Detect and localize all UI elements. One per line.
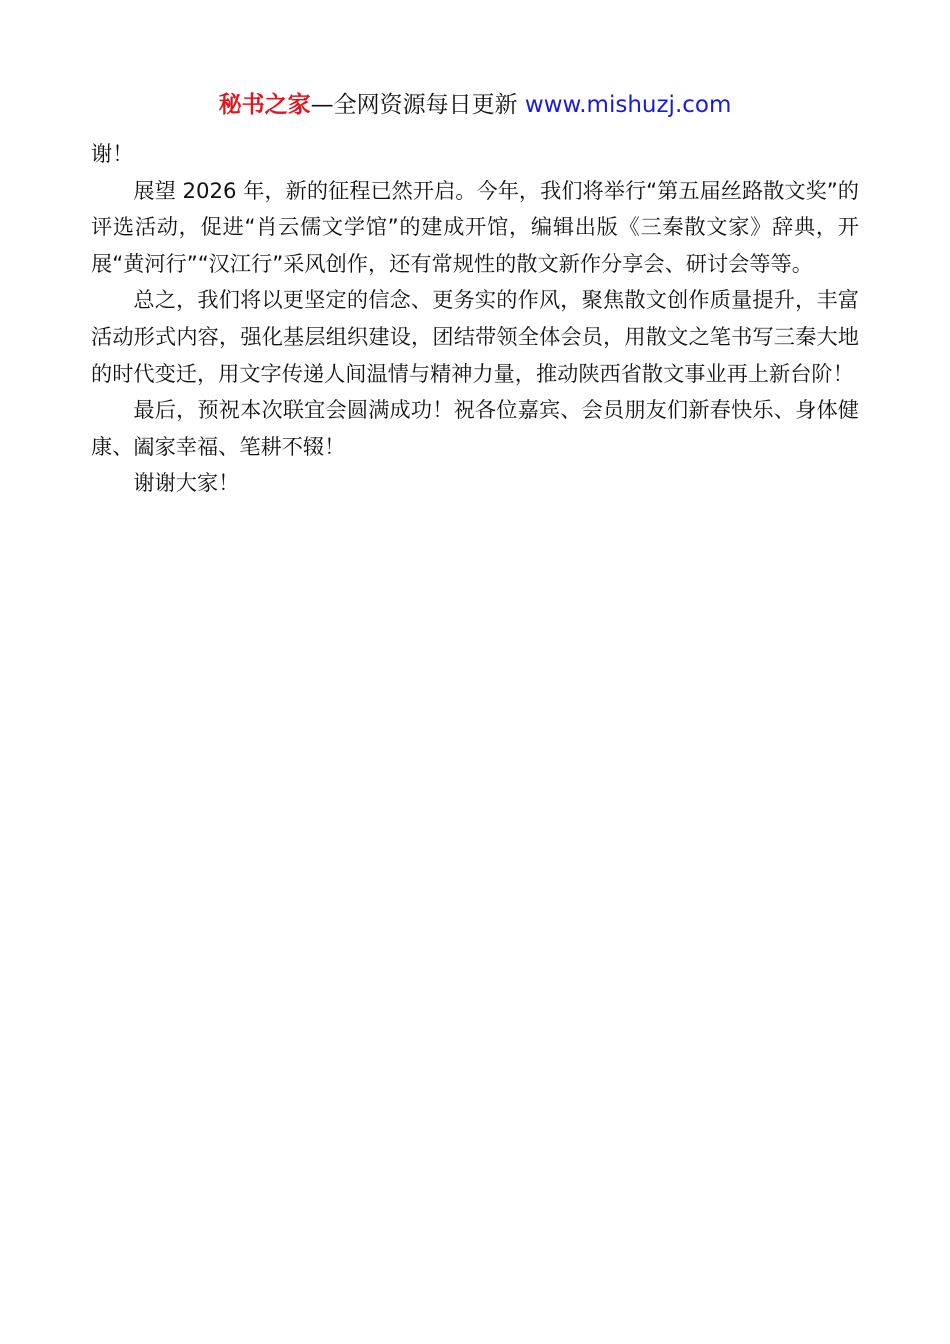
paragraph-wishes: 最后，预祝本次联宜会圆满成功！祝各位嘉宾、会员朋友们新春快乐、身体健康、阖家幸福、笔耕不辍！ [91,397,859,459]
header-tagline: —全网资源每日更新 [310,92,525,118]
page-header [0,88,950,122]
site-url-link[interactable]: www.mishuzj.com [524,92,732,118]
document-body [91,136,859,502]
paragraph-thanks: 谢谢大家！ [133,470,240,496]
paragraph-outlook: 展望 2026 年，新的征程已然开启。今年，我们将举行“第五届丝路散文奖”的评选活动，促进“肖云儒文学馆”的建成开馆，编辑出版《三秦散文家》辞典，开展“黄河行”“汉江行”采风创作，还有常规性的散文新作分享会、研讨会等等。 [91,177,859,276]
paragraph-summary: 总之，我们将以更坚定的信念、更务实的作风，聚焦散文创作质量提升，丰富活动形式内容，强化基层组织建设，团结带领全体会员，用散文之笔书写三秦大地的时代变迁，用文字传递人间温情与精神力量，推动陕西省散文事业再上新台阶！ [91,287,859,386]
paragraph-closing-fragment: 谢！ [91,141,134,166]
brand-name: 秘书之家 [218,92,311,118]
